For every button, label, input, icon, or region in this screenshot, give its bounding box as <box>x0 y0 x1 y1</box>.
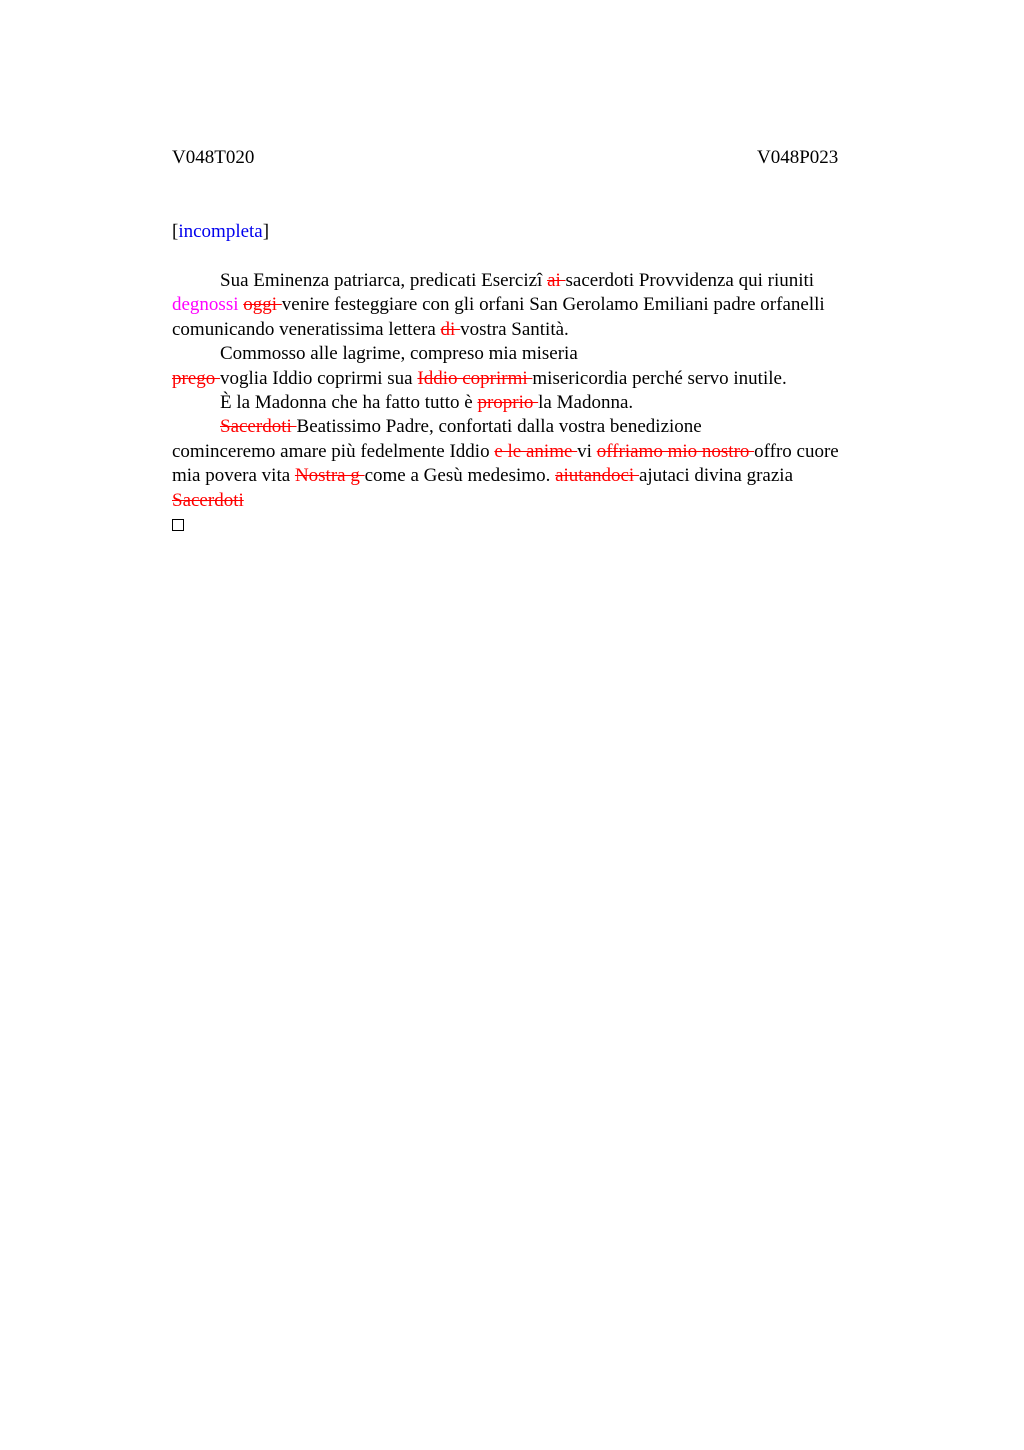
text-segment: venire festeggiare con gli orfani San Gerolamo Emiliani padre orfanelli <box>281 294 825 316</box>
deleted-text: di <box>440 318 461 340</box>
deleted-text: proprio <box>477 392 539 414</box>
status-bracket-close: ] <box>262 221 270 242</box>
deleted-text: offriamo mio nostro <box>596 440 755 462</box>
status-note <box>172 220 269 244</box>
text-line <box>172 367 912 391</box>
empty-square-icon <box>172 519 184 531</box>
text-segment: ajutaci divina grazia <box>638 465 794 487</box>
page-code: V048P023 <box>757 147 839 168</box>
status-tag: incompleta <box>178 221 263 242</box>
text-segment: sacerdoti Provvidenza qui riuniti <box>565 270 815 291</box>
deleted-text: oggi <box>243 294 282 316</box>
text-segment: cominceremo amare più fedelmente Iddio <box>172 440 495 462</box>
document-code: V048T020 <box>172 147 255 168</box>
text-line <box>172 318 912 342</box>
deleted-text: Sacerdoti <box>220 416 297 438</box>
text-segment: la Madonna. <box>538 392 634 414</box>
text-segment: Beatissimo Padre, confortati dalla vostra benedizione <box>296 416 702 438</box>
transcription-lines <box>172 269 912 513</box>
deleted-text: prego <box>172 367 221 389</box>
text-segment: Commosso alle lagrime, compreso mia miseria <box>220 343 578 365</box>
text-line <box>172 293 912 317</box>
text-line <box>172 269 912 293</box>
deleted-text: ai <box>547 270 566 291</box>
text-line <box>172 440 912 464</box>
text-segment: misericordia perché servo inutile. <box>532 367 787 389</box>
text-segment: come a Gesù medesimo. <box>364 465 556 487</box>
text-segment: offro cuore <box>754 440 839 462</box>
text-segment: mia povera vita <box>172 465 295 487</box>
text-segment: comunicando veneratissima lettera <box>172 318 441 340</box>
text-segment: vostra Santità. <box>460 318 569 340</box>
text-line <box>172 391 912 415</box>
status-bracket-open: [ <box>172 221 179 242</box>
text-line <box>172 464 912 488</box>
text-segment: vi <box>577 440 597 462</box>
deleted-text: Iddio coprirmi <box>417 367 533 389</box>
inserted-text: degnossi <box>172 294 239 316</box>
text-segment: voglia Iddio coprirmi sua <box>220 367 418 389</box>
text-segment: È la Madonna che ha fatto tutto è <box>220 392 478 414</box>
transcription-body <box>172 269 912 538</box>
deleted-text: aiutandoci <box>555 465 639 487</box>
deleted-text: Sacerdoti <box>172 489 244 511</box>
text-line <box>172 489 912 513</box>
text-segment: Sua Eminenza patriarca, predicati Esercizî <box>220 270 548 291</box>
deleted-text: e le anime <box>494 440 578 462</box>
deleted-text: Nostra g <box>294 465 365 487</box>
text-line <box>172 415 912 439</box>
text-line <box>172 342 912 366</box>
